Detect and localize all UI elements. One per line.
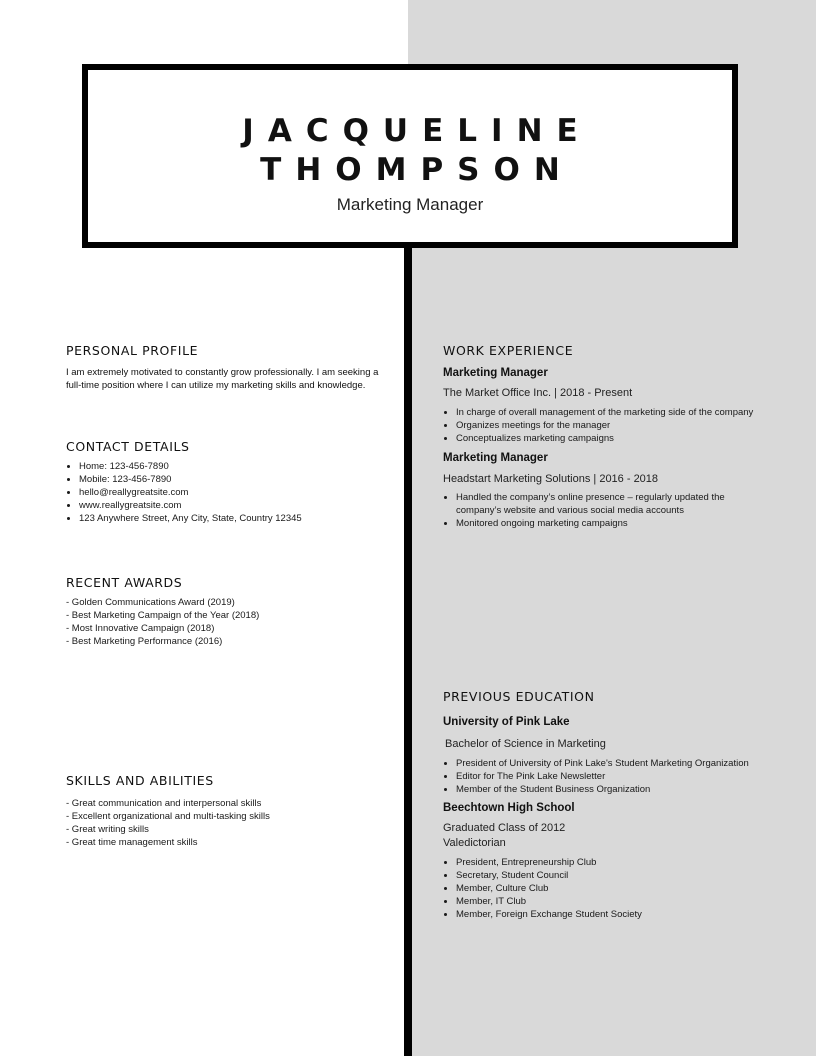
profile-text: I am extremely motivated to constantly grow professionally. I am seeking a full-time position where I can utilize my marketing skills and knowledge.	[66, 367, 379, 391]
contact-heading: CONTACT DETAILS	[66, 439, 190, 454]
school-honor: Valedictorian	[443, 837, 506, 849]
last-name: THOMPSON	[260, 152, 574, 188]
list-item: • Organizes meetings for the manager	[456, 419, 763, 432]
contact-list	[66, 460, 386, 525]
contact-email: • hello@reallygreatsite.com	[79, 486, 386, 499]
list-item: • Handled the company’s online presence – regularly updated the company’s website and various social media accounts	[456, 491, 743, 517]
education-heading: PREVIOUS EDUCATION	[443, 689, 595, 704]
school-entry-2	[443, 801, 773, 921]
vertical-divider	[404, 240, 412, 1056]
name-header-box	[82, 64, 738, 248]
award-item: - Most Innovative Campaign (2018)	[66, 623, 215, 634]
job-entry-1	[443, 366, 763, 445]
full-name	[88, 112, 732, 190]
list-item: • Secretary, Student Council	[456, 869, 773, 882]
job-title: Marketing Manager	[443, 452, 548, 464]
skill-item: - Great time management skills	[66, 837, 198, 848]
list-item: • Member of the Student Business Organization	[456, 783, 773, 796]
list-item: • President, Entrepreneurship Club	[456, 856, 773, 869]
awards-heading: RECENT AWARDS	[66, 575, 183, 590]
list-item: • Conceptualizes marketing campaigns	[456, 432, 763, 445]
list-item: • Editor for The Pink Lake Newsletter	[456, 770, 773, 783]
list-item: • President of University of Pink Lake's Student Marketing Organization	[456, 757, 773, 770]
school-name: Beechtown High School	[443, 802, 575, 814]
contact-address: • 123 Anywhere Street, Any City, State, Country 12345	[79, 512, 386, 525]
list-item: • Monitored ongoing marketing campaigns	[456, 517, 743, 530]
list-item: • Member, Foreign Exchange Student Society	[456, 908, 773, 921]
skills-heading: SKILLS AND ABILITIES	[66, 773, 214, 788]
job-bullets	[443, 491, 743, 530]
job-role: Marketing Manager	[336, 195, 484, 214]
contact-home: • Home: 123-456-7890	[79, 460, 386, 473]
skills-list	[66, 797, 386, 849]
school-bullets	[443, 757, 773, 796]
job-company: The Market Office Inc. | 2018 - Present	[443, 387, 633, 399]
job-company: Headstart Marketing Solutions | 2016 - 2018	[443, 473, 659, 485]
award-item: - Golden Communications Award (2019)	[66, 597, 235, 608]
skill-item: - Great writing skills	[66, 824, 149, 835]
skill-item: - Excellent organizational and multi-tasking skills	[66, 811, 270, 822]
contact-website: • www.reallygreatsite.com	[79, 499, 386, 512]
list-item: • Member, IT Club	[456, 895, 773, 908]
award-item: - Best Marketing Performance (2016)	[66, 636, 223, 647]
list-item: • Member, Culture Club	[456, 882, 773, 895]
contact-mobile: • Mobile: 123-456-7890	[79, 473, 386, 486]
school-name: University of Pink Lake	[443, 716, 570, 728]
job-entry-2	[443, 451, 743, 530]
skill-item: - Great communication and interpersonal skills	[66, 798, 262, 809]
first-name: JACQUELINE	[242, 113, 592, 149]
work-heading: WORK EXPERIENCE	[443, 343, 574, 358]
school-graduation: Graduated Class of 2012	[443, 822, 566, 834]
awards-list	[66, 596, 386, 648]
school-degree: Bachelor of Science in Marketing	[445, 738, 606, 750]
award-item: - Best Marketing Campaign of the Year (2018)	[66, 610, 260, 621]
profile-heading: PERSONAL PROFILE	[66, 343, 199, 358]
job-bullets	[443, 406, 763, 445]
school-entry-1	[443, 715, 773, 796]
school-bullets	[443, 856, 773, 921]
list-item: • In charge of overall management of the marketing side of the company	[456, 406, 763, 419]
job-title: Marketing Manager	[443, 367, 548, 379]
